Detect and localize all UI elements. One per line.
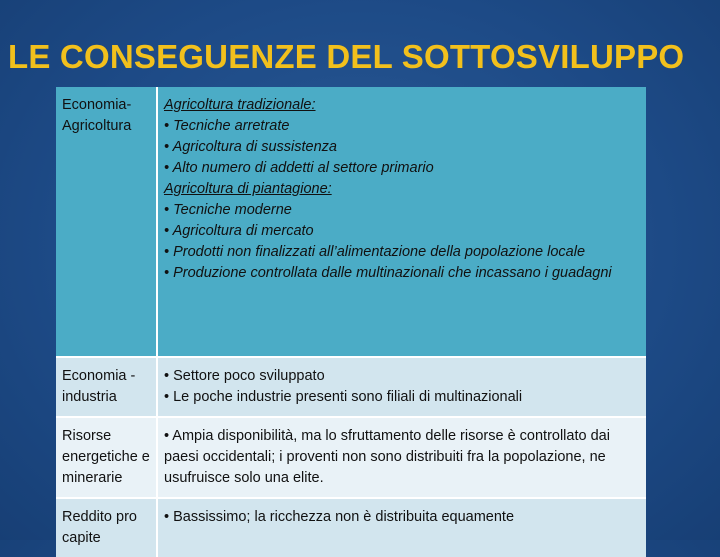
table-row-risorse xyxy=(56,417,646,498)
row-label: Reddito pro capite xyxy=(56,498,157,557)
list-item: • Tecniche arretrate xyxy=(164,118,290,134)
row-label: Economia - industria xyxy=(56,357,157,417)
slide-title: LE CONSEGUENZE DEL SOTTOSVILUPPO xyxy=(8,38,685,75)
list-item: • Tecniche moderne xyxy=(164,202,292,218)
list-item: • Bassissimo; la ricchezza non è distribuita equamente xyxy=(164,509,515,525)
consequences-table xyxy=(56,87,646,557)
list-item: • Alto numero di addetti al settore primario xyxy=(164,160,434,176)
list-item: • Le poche industrie presenti sono filiali di multinazionali xyxy=(164,389,523,405)
list-item: • Prodotti non finalizzati all’alimentazione della popolazione locale xyxy=(164,244,586,260)
table-row-reddito xyxy=(56,498,646,557)
list-item: • Settore poco sviluppato xyxy=(164,368,325,384)
table-row-industria xyxy=(56,357,646,417)
section-heading: Agricoltura di piantagione: xyxy=(164,181,332,197)
row-label: Economia- Agricoltura xyxy=(56,87,157,357)
list-item: • Produzione controllata dalle multinazionali che incassano i guadagni xyxy=(164,265,612,281)
table-row-agricoltura xyxy=(56,87,646,357)
row-content xyxy=(157,87,646,357)
list-item: • Agricoltura di sussistenza xyxy=(164,139,337,155)
list-item: • Ampia disponibilità, ma lo sfruttamento delle risorse è controllato dai paesi occidentali; i proventi non sono distribuiti fra la popolazione, ne usufruisce solo una elite. xyxy=(164,428,610,486)
row-content xyxy=(157,498,646,557)
row-content xyxy=(157,357,646,417)
section-heading: Agricoltura tradizionale: xyxy=(164,97,316,113)
list-item: • Agricoltura di mercato xyxy=(164,223,314,239)
row-content xyxy=(157,417,646,498)
row-label: Risorse energetiche e minerarie xyxy=(56,417,157,498)
